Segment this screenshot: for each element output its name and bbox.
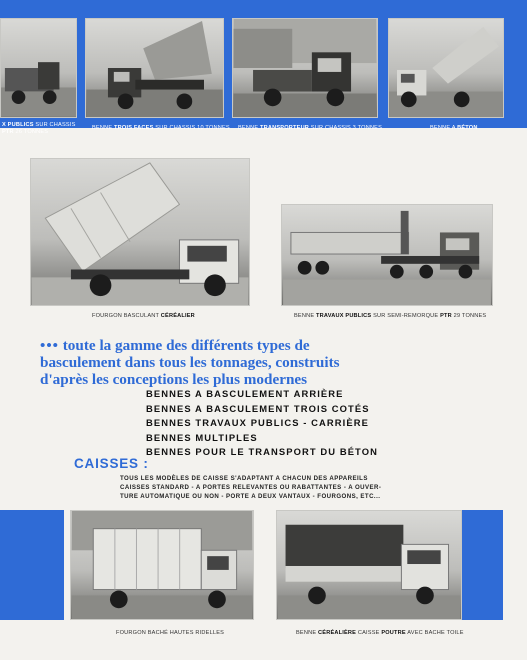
headline-dots: •••	[40, 337, 59, 354]
headline-line-3: d'après les conceptions les plus modernes	[40, 371, 308, 388]
caption-trois-faces: BENNE TROIS FACES SUR CHASSIS 10 TONNES	[92, 125, 230, 131]
caption-fourgon-bache: FOURGON BACHÉ HAUTES RIDELLES	[116, 630, 225, 636]
caption-travaux-publics: X PUBLICS SUR CHASSIS PTR 26 TONNES	[2, 122, 76, 135]
headline-line-1: toute la gamme des différents types de	[62, 337, 310, 354]
caption-benne-cerealiere: BENNE CÉRÉALIÈRE CAISSE POUTRE AVEC BACHE TOILE	[296, 630, 464, 636]
caisses-description: TOUS LES MODÈLES DE CAISSE S'ADAPTANT A CHACUN DES APPAREILS CAISSES STANDARD - A PORTES RELEVANTES OU RABATTANTES - A OUVER- TURE AUTOMATIQUE OU NON - PORTE A DEUX VANTAUX - FOURGONS, ETC...	[120, 475, 382, 500]
caption-fourgon-cerealier: FOURGON BASCULANT CÉRÉALIER	[92, 313, 195, 319]
concrete-truck-photo-icon	[389, 19, 503, 117]
photo-benne-transporteur	[232, 18, 378, 118]
list-item: BENNES POUR LE TRANSPORT DU BÉTON	[146, 446, 378, 458]
photo-benne-cerealiere	[276, 510, 462, 620]
caption-semi-remorque: BENNE TRAVAUX PUBLICS SUR SEMI-REMORQUE PTR 29 TONNES	[294, 313, 487, 319]
grain-van-photo-icon	[31, 159, 249, 305]
list-item: BENNES MULTIPLES	[146, 431, 258, 443]
bottom-right-blue-band	[462, 510, 503, 620]
caisses-title: CAISSES :	[74, 456, 149, 471]
list-item: BENNES TRAVAUX PUBLICS - CARRIÈRE	[146, 417, 369, 429]
caption-transporteur: BENNE TRANSPORTEUR SUR CHASSIS 3 TONNES	[238, 125, 383, 131]
photo-fourgon-bache	[70, 510, 254, 620]
headline-line-2: basculement dans tous les tonnages, construits	[40, 354, 340, 371]
photo-fourgon-cerealier	[30, 158, 250, 306]
photo-benne-trois-faces	[85, 18, 224, 118]
transport-truck-photo-icon	[233, 19, 377, 117]
photo-benne-travaux-publics	[0, 18, 77, 118]
headline	[40, 337, 480, 388]
tipper-truck-photo-icon	[86, 19, 223, 117]
list-item: BENNES A BASCULEMENT ARRIÈRE	[146, 388, 344, 399]
photo-benne-beton	[388, 18, 504, 118]
list-item: BENNES A BASCULEMENT TROIS COTÉS	[146, 402, 370, 414]
canvas-van-photo-icon	[71, 511, 253, 619]
bottom-left-blue-band	[0, 510, 64, 620]
grain-tipper-photo-icon	[277, 511, 461, 619]
semi-trailer-photo-icon	[282, 205, 492, 305]
bennes-list	[146, 387, 378, 460]
photo-semi-remorque	[281, 204, 493, 306]
caption-beton: BENNE A BÉTON	[430, 125, 478, 131]
truck-photo-icon	[1, 19, 76, 117]
